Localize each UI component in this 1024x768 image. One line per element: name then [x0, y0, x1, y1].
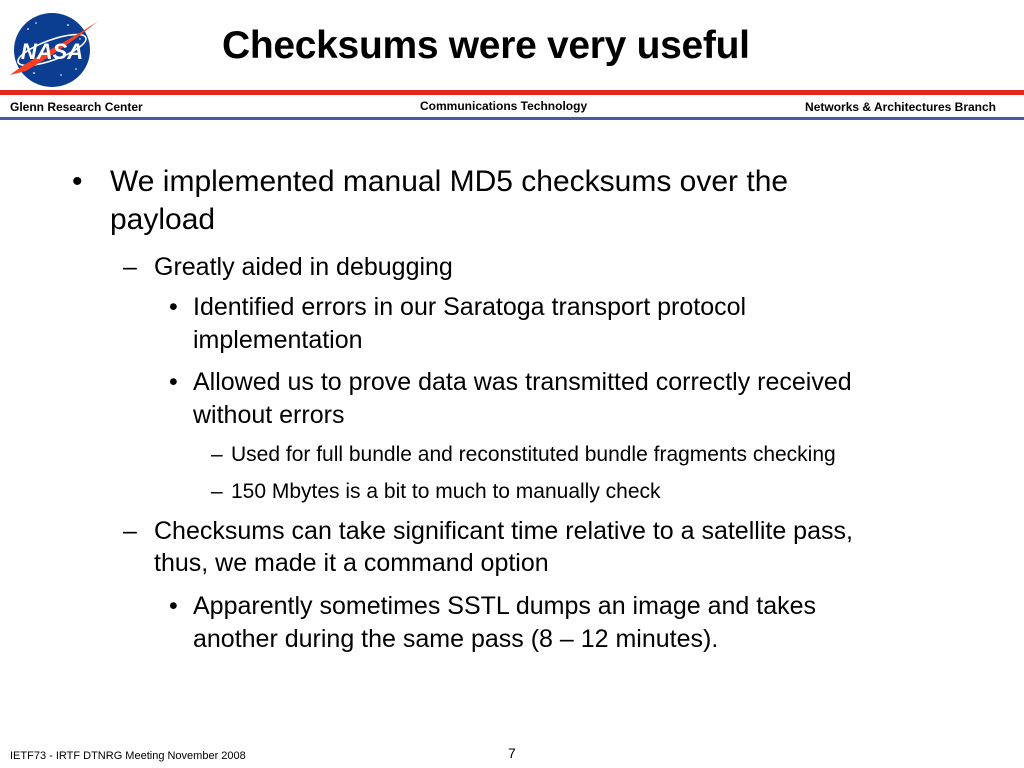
bullet-text-line: Used for full bundle and reconstituted bundle fragments checking [231, 443, 836, 466]
footer-meeting-label: IETF73 - IRTF DTNRG Meeting November 2008 [10, 750, 246, 762]
dash-marker: – [211, 443, 223, 466]
nasa-logo-text: NASA [20, 39, 84, 64]
bullet-8 [169, 590, 816, 656]
bullet-2 [123, 251, 453, 283]
bullet-text-line: Allowed us to prove data was transmitted correctly received [193, 368, 852, 396]
bullet-text-line: another during the same pass (8 – 12 minutes). [193, 625, 719, 653]
bullet-text-line: implementation [193, 326, 363, 354]
header-blue-rule [0, 117, 1024, 120]
header-red-rule [0, 90, 1024, 95]
bullet-6 [211, 478, 661, 505]
slide-title: Checksums were very useful [222, 24, 750, 67]
bullet-text-line: Apparently sometimes SSTL dumps an image and takes [193, 592, 816, 620]
dash-marker: – [123, 253, 137, 281]
bullet-marker: • [169, 368, 178, 396]
bullet-text-line: Identified errors in our Saratoga transport protocol [193, 293, 747, 321]
bullet-7 [123, 515, 853, 579]
bullet-3 [169, 291, 747, 357]
bullet-marker: • [169, 293, 178, 321]
bullet-text-line: payload [110, 203, 216, 236]
dash-marker: – [211, 480, 223, 503]
bullet-text-line: 150 Mbytes is a bit to much to manually check [231, 480, 661, 503]
bullet-marker: • [169, 592, 178, 620]
bullet-1 [72, 163, 789, 239]
header-center-label: Communications Technology [420, 99, 588, 113]
bullet-text-line: We implemented manual MD5 checksums over the [110, 165, 789, 198]
dash-marker: – [123, 517, 137, 545]
bullet-text-line: thus, we made it a command option [154, 549, 549, 577]
bullet-text-line: Checksums can take significant time relative to a satellite pass, [154, 517, 853, 545]
bullet-text-line: Greatly aided in debugging [154, 253, 453, 281]
header-left-label: Glenn Research Center [10, 100, 143, 114]
bullet-4 [169, 366, 852, 432]
nasa-logo-icon [6, 9, 100, 89]
header-right-label: Networks & Architectures Branch [805, 100, 996, 114]
page-number: 7 [508, 745, 516, 761]
bullet-marker: • [72, 165, 83, 198]
bullet-5 [211, 441, 836, 468]
bullet-text-line: without errors [193, 401, 345, 429]
